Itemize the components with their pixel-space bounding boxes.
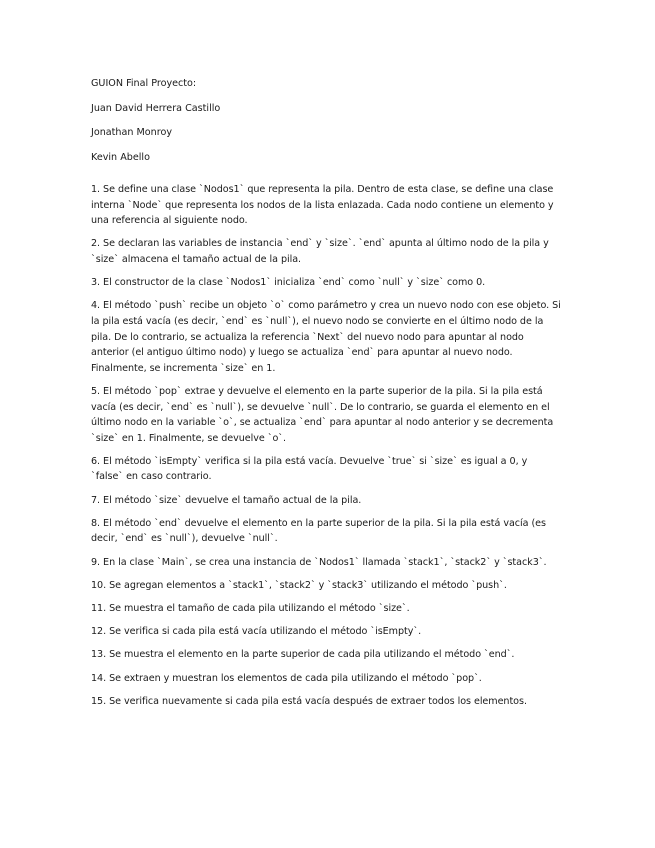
step-paragraph: 13. Se muestra el elemento en la parte superior de cada pila utilizando el método `end`. <box>91 649 515 661</box>
steps-list <box>91 182 561 709</box>
step-paragraph: 5. El método `pop` extrae y devuelve el elemento en la parte superior de la pila. Si la pila está vacía (es decir, `end` es `null`), se devuelve `null`. De lo contrario, se guarda el elemento en el último nodo en la variable `o`, se actualiza `end` para apuntar al nodo anterior y se decrementa `size` en 1. Finalmente, se devuelve `o`. <box>91 385 554 444</box>
step-paragraph: 6. El método `isEmpty` verifica si la pila está vacía. Devuelve `true` si `size` es igual a 0, y `false` en caso contrario. <box>91 455 528 483</box>
step-paragraph: 7. El método `size` devuelve el tamaño actual de la pila. <box>91 494 362 506</box>
author-name: Juan David Herrera Castillo <box>91 102 221 114</box>
step-paragraph: 14. Se extraen y muestran los elementos de cada pila utilizando el método `pop`. <box>91 672 482 684</box>
step-paragraph: 4. El método `push` recibe un objeto `o` como parámetro y crea un nuevo nodo con ese objeto. Si la pila está vacía (es decir, `end` es `null`), el nuevo nodo se convierte en el último nodo de la pila. De lo contrario, se actualiza la referencia `Next` del nuevo nodo para apuntar al nodo anterior (el antiguo último nodo) y luego se actualiza `end` para apuntar al nuevo nodo. Finalmente, se incrementa `size` en 1. <box>91 300 561 374</box>
document-body <box>91 76 561 717</box>
author-name: Jonathan Monroy <box>91 127 173 138</box>
step-paragraph: 2. Se declaran las variables de instancia `end` y `size`. `end` apunta al último nodo de la pila y `size` almacena el tamaño actual de la pila. <box>91 238 549 265</box>
step-paragraph: 15. Se verifica nuevamente si cada pila está vacía después de extraer todos los elementos. <box>91 695 527 707</box>
step-paragraph: 8. El método `end` devuelve el elemento en la parte superior de la pila. Si la pila está vacía (es decir, `end` es `null`), devuelve `null`. <box>91 517 546 545</box>
step-paragraph: 9. En la clase `Main`, se crea una instancia de `Nodos1` llamada `stack1`, `stack2` y `stack3`. <box>91 556 547 568</box>
step-paragraph: 3. El constructor de la clase `Nodos1` inicializa `end` como `null` y `size` como 0. <box>91 277 486 289</box>
author-name: Kevin Abello <box>91 151 150 163</box>
step-paragraph: 12. Se verifica si cada pila está vacía utilizando el método `isEmpty`. <box>91 626 422 638</box>
header-block <box>91 76 561 165</box>
step-paragraph: 1. Se define una clase `Nodos1` que representa la pila. Dentro de esta clase, se define una clase interna `Node` que representa los nodos de la lista enlazada. Cada nodo contiene un elemento y una referencia al siguiente nodo. <box>91 184 554 227</box>
document-title: GUION Final Proyecto: <box>91 78 197 89</box>
step-paragraph: 11. Se muestra el tamaño de cada pila utilizando el método `size`. <box>91 603 410 614</box>
step-paragraph: 10. Se agregan elementos a `stack1`, `stack2` y `stack3` utilizando el método `push`. <box>91 579 507 591</box>
